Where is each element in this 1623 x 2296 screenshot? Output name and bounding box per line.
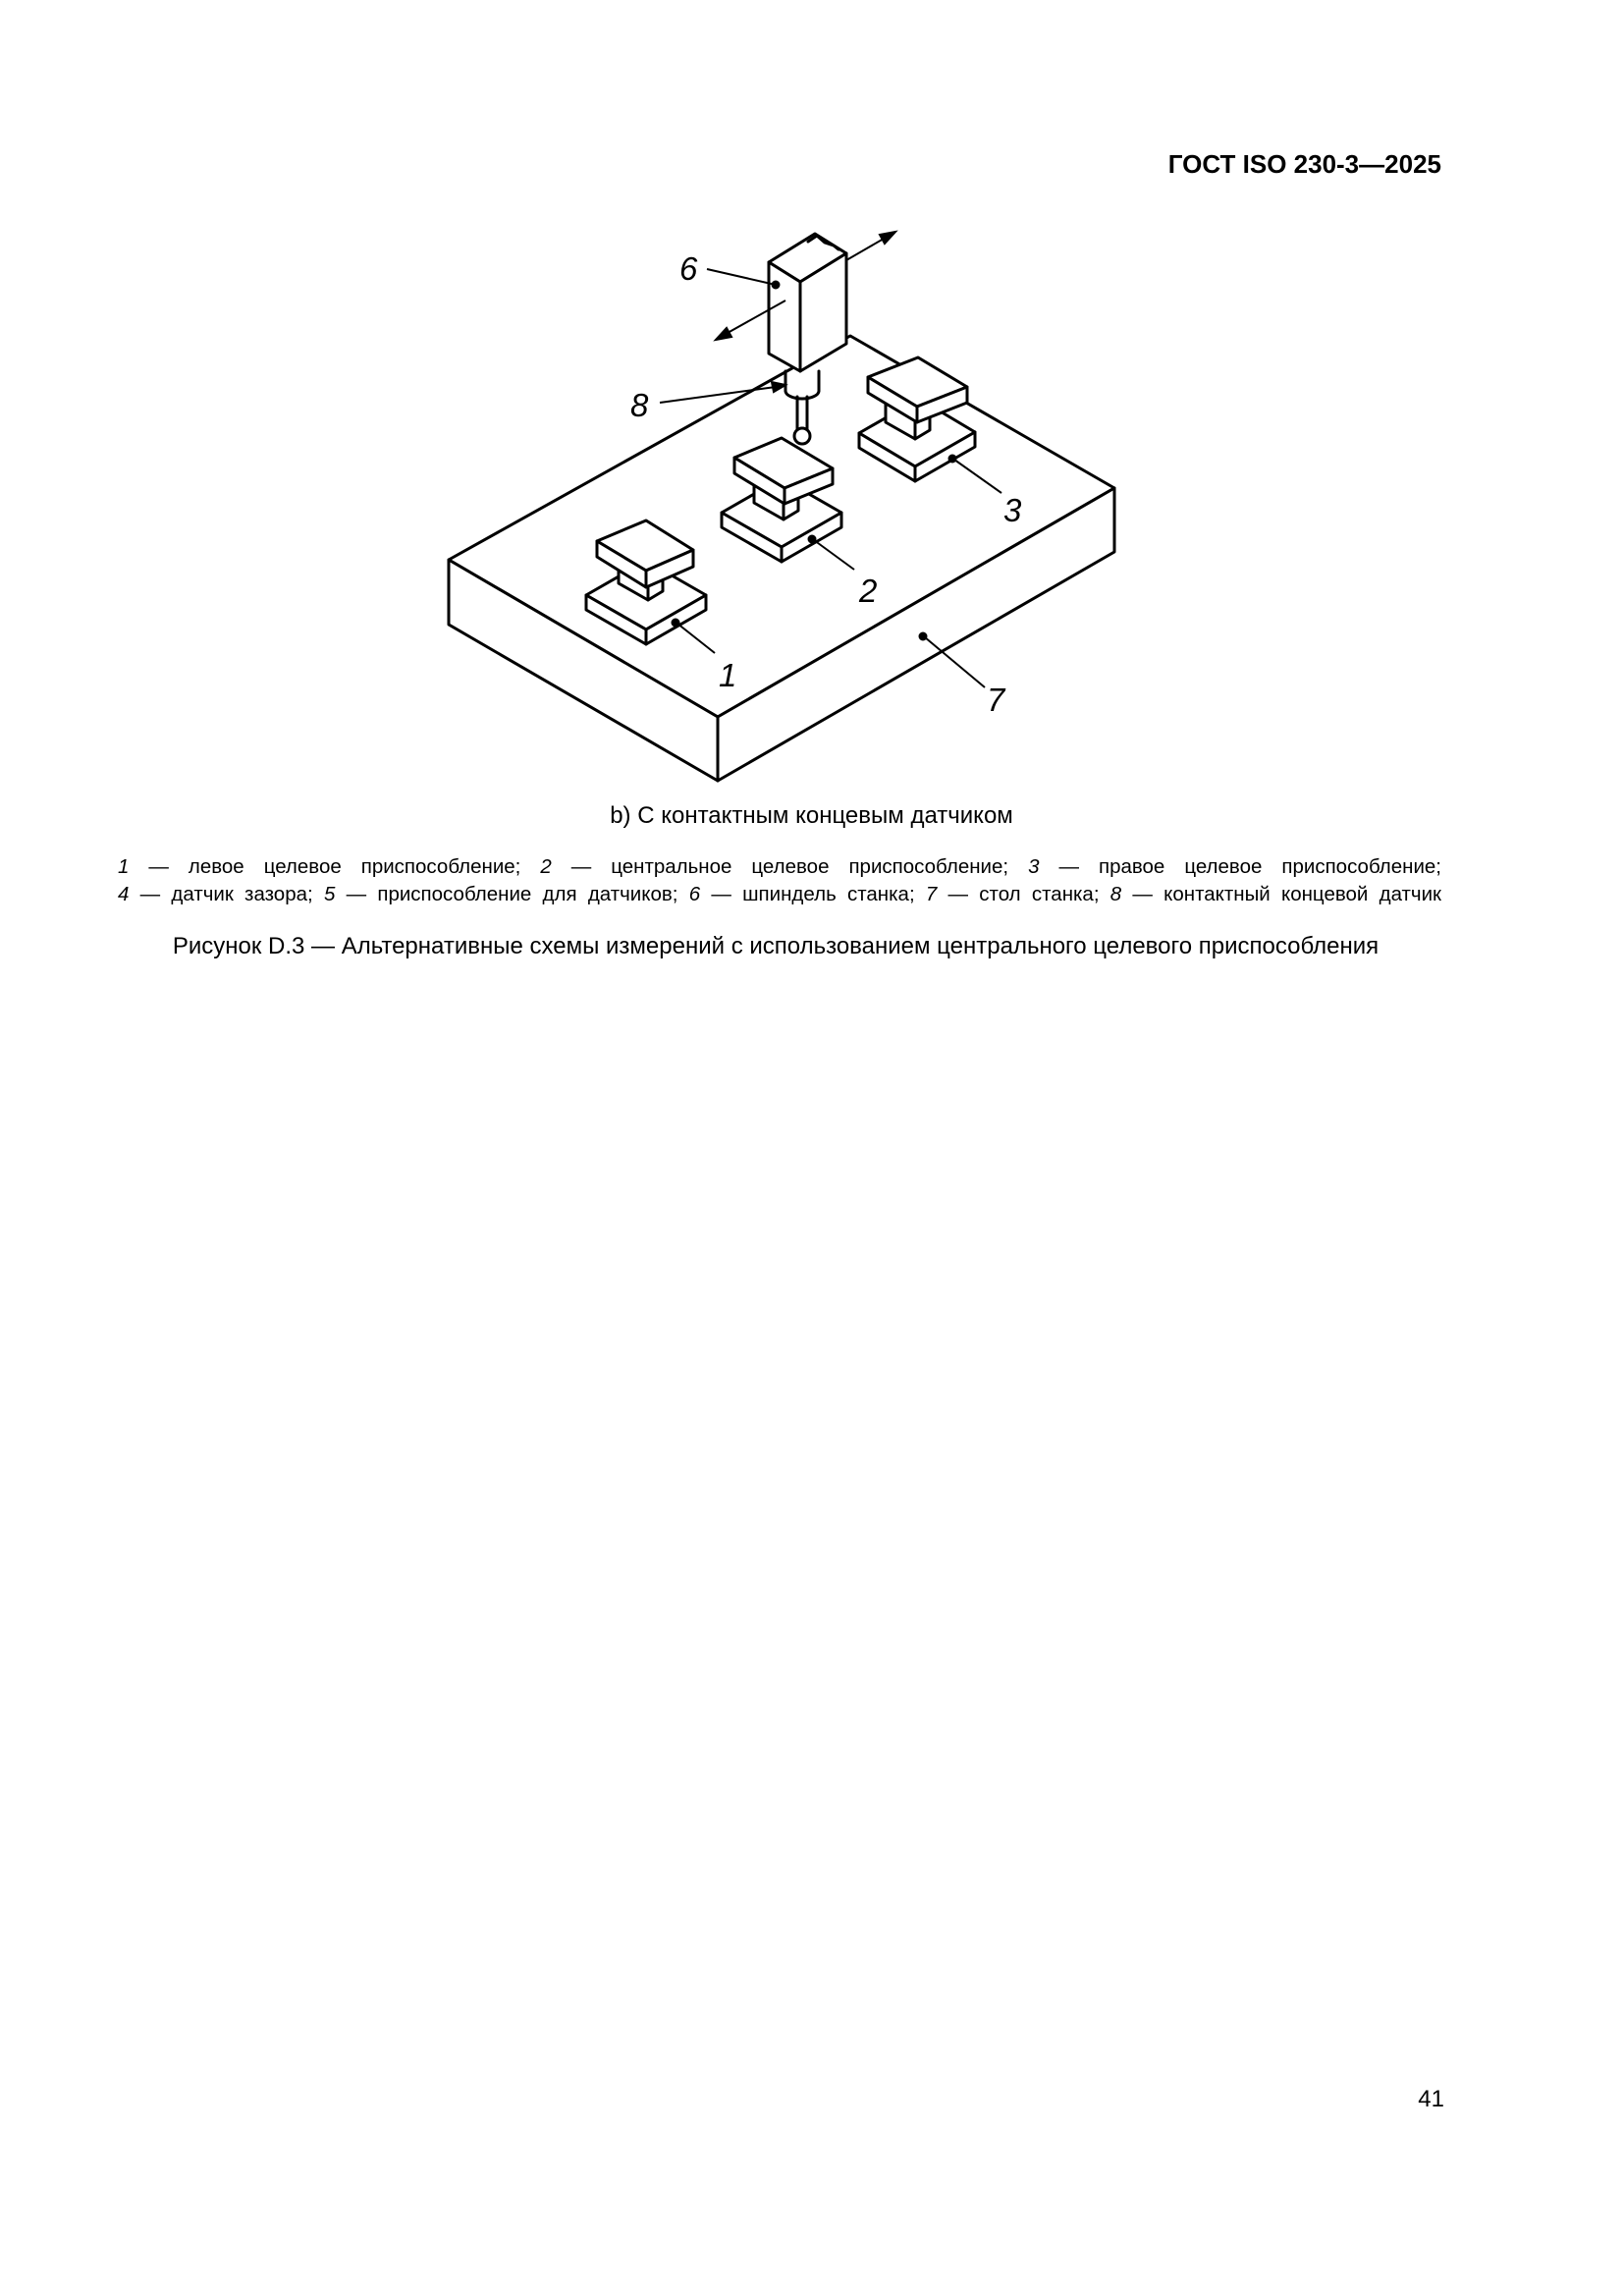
document-header: ГОСТ ISO 230-3—2025 bbox=[1167, 149, 1441, 179]
legend-item: 6 — шпиндель станка; bbox=[688, 883, 926, 905]
callout-8: 8 bbox=[630, 387, 649, 423]
figure-caption: Рисунок D.3 — Альтернативные схемы измерений с использованием центрального целевого приспособления bbox=[172, 933, 1380, 959]
legend-item: 5 — приспособление для датчиков; bbox=[323, 883, 689, 905]
diagram-svg bbox=[0, 0, 1623, 815]
legend-line-1 bbox=[118, 853, 1441, 881]
callout-3: 3 bbox=[1003, 492, 1022, 528]
legend-item: 2 — центральное целевое приспособление; bbox=[540, 855, 1029, 878]
page-number: 41 bbox=[1418, 2086, 1444, 2112]
callout-6: 6 bbox=[679, 250, 698, 287]
legend-item: 1 — левое целевое приспособление; bbox=[118, 855, 541, 878]
legend-item: 4 — датчик зазора; bbox=[118, 883, 324, 905]
figure-subcaption: b) С контактным концевым датчиком bbox=[610, 802, 1013, 829]
callout-1: 1 bbox=[719, 657, 737, 693]
legend-item: 7 — стол станка; bbox=[925, 883, 1110, 905]
callout-2: 2 bbox=[859, 573, 878, 609]
callout-7: 7 bbox=[987, 682, 1005, 718]
legend-item: 3 — правое целевое приспособление; bbox=[1028, 855, 1442, 878]
legend-item: 8 — контактный концевой датчик bbox=[1109, 883, 1442, 905]
legend-line-2 bbox=[118, 881, 1441, 908]
figure-diagram bbox=[0, 0, 1623, 815]
